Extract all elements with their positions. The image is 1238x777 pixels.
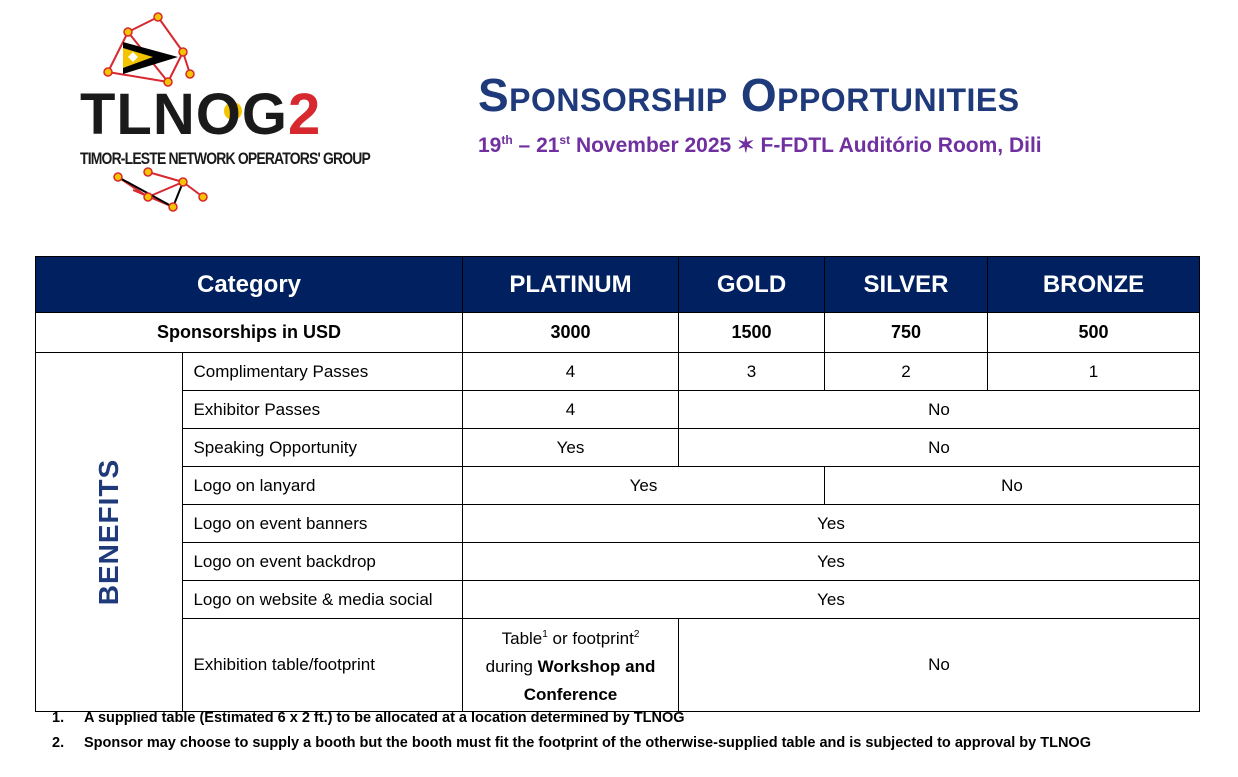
event-date-venue: 19th – 21st November 2025 ✶ F-FDTL Auditório Room, Dili (478, 133, 1042, 157)
header-platinum: PLATINUM (463, 257, 679, 313)
logo-wordmark: TLNOG2 (80, 82, 322, 147)
table-row (36, 619, 1200, 712)
cell-value: Yes (463, 429, 679, 467)
cell-value: 1 (988, 353, 1200, 391)
table-row (36, 543, 1200, 581)
row-label: Exhibition table/footprint (183, 619, 463, 712)
cell-value: 4 (463, 353, 679, 391)
row-label: Logo on lanyard (183, 467, 463, 505)
usd-silver: 750 (825, 313, 988, 353)
row-label: Complimentary Passes (183, 353, 463, 391)
cell-value: Yes (463, 581, 1200, 619)
usd-row (36, 313, 1200, 353)
header-row (36, 257, 1200, 313)
table-row (36, 505, 1200, 543)
row-label: Logo on website & media social (183, 581, 463, 619)
sponsorship-table (35, 256, 1200, 712)
cell-value: Yes (463, 543, 1200, 581)
usd-platinum: 3000 (463, 313, 679, 353)
usd-gold: 1500 (679, 313, 825, 353)
usd-bronze: 500 (988, 313, 1200, 353)
cell-value: 2 (825, 353, 988, 391)
table-row (36, 391, 1200, 429)
table-row (36, 581, 1200, 619)
table-row (36, 353, 1200, 391)
row-label: Speaking Opportunity (183, 429, 463, 467)
usd-label: Sponsorships in USD (36, 313, 463, 353)
header-category: Category (36, 257, 463, 313)
header-gold: GOLD (679, 257, 825, 313)
header-bronze: BRONZE (988, 257, 1200, 313)
row-label: Exhibitor Passes (183, 391, 463, 429)
cell-value: 3 (679, 353, 825, 391)
row-label: Logo on event banners (183, 505, 463, 543)
cell-value: Table$^1$ or footprint$^2$ during Workshop and Conference (463, 619, 679, 712)
footnote-2: 2. Sponsor may choose to supply a booth but the booth must fit the footprint of the otherwise-supplied table and is subjected to approval by TLNOG (52, 735, 1091, 751)
star-icon: ✶ (737, 134, 755, 157)
cell-value: No (679, 391, 1200, 429)
tlnog-logo (78, 12, 371, 212)
logo-subtitle: TIMOR-LESTE NETWORK OPERATORS' GROUP (80, 149, 371, 168)
row-label: Logo on event backdrop (183, 543, 463, 581)
cell-value: Yes (463, 505, 1200, 543)
cell-value: 4 (463, 391, 679, 429)
benefits-label-cell (36, 353, 183, 712)
table-row (36, 467, 1200, 505)
footnote-1: 1. A supplied table (Estimated 6 x 2 ft.) to be allocated at a location determined by TLNOG (52, 710, 685, 726)
cell-value: No (679, 619, 1200, 712)
benefits-label: BENEFITS (93, 458, 125, 606)
cell-value: No (825, 467, 1200, 505)
header-silver: SILVER (825, 257, 988, 313)
table-row (36, 429, 1200, 467)
page-title: Sponsorship Opportunities (478, 69, 1020, 121)
cell-value: No (679, 429, 1200, 467)
cell-value: Yes (463, 467, 825, 505)
